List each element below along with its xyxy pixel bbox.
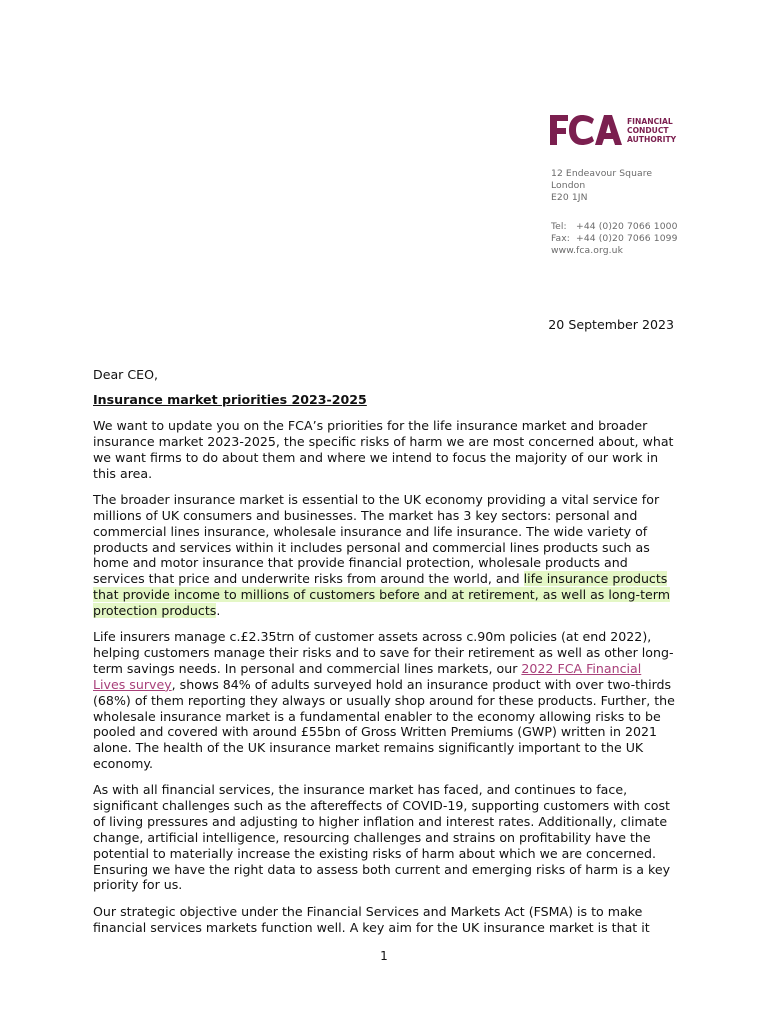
address-street: 12 Endeavour Square [551,168,653,179]
paragraph-4: As with all financial services, the insurance market has faced, and continues to face, significant challenges such as the aftereffects of COVID-19, supporting customers with cost of living pressures and adjusting to higher inflation and interest rates. Additionally, climate change, artificial intelligence, resourcing challenges and strains on profitability have the potential to materially increase the existing risks of harm about which we are concerned. Ensuring we have the right data to assess both current and emerging risks of harm is a key priority for us. [93,782,671,893]
tel-number: +44 (0)20 7066 1000 [576,220,678,232]
salutation: Dear CEO, [93,367,159,382]
address-postcode: E20 1JN [551,192,588,204]
paragraph-5: Our strategic objective under the Financial Services and Markets Act (FSMA) is to make financial services markets function well. A key aim for the UK insurance market is that it [93,903,650,935]
paragraph-3-text: Life insurers manage c.£2.35trn of customer assets across c.90m policies (at end 2022), helping customers manage their risks and to save for their retirement as well as other long-term savings needs. In personal and commercial lines markets, our [93,629,674,676]
letter-body [93,367,677,946]
page-number: 1 [380,949,388,963]
paragraph-1: We want to update you on the FCA’s priorities for the life insurance market and broader insurance market 2023-2025, the specific risks of harm we are most concerned about, what we want firms to do about them and where we intend to focus the majority of our work in this area. [93,418,674,481]
financial-lives-survey-link[interactable]: 2022 FCA Financial Lives survey [93,661,642,692]
logo-line-1: FINANCIAL [627,117,673,126]
fax-label: Fax: [551,232,571,244]
logo-line-3: AUTHORITY [627,135,677,144]
paragraph-2-text: The broader insurance market is essential to the UK economy providing a vital service for millions of UK consumers and businesses. The market has 3 key sectors: personal and commercial lines insurance, wholesale insurance and life insurance. The wide variety of products and services within it includes personal and commercial lines products such as home and motor insurance that provide financial protection, wholesale products and services that price and underwrite risks from around the world, and [93,492,660,587]
letter-date: 20 September 2023 [548,317,674,332]
address-block [551,168,678,257]
paragraph-3-rest: , shows 84% of adults surveyed hold an insurance product with over two-thirds (68%) of them reporting they always or usually shop around for these products. Further, the wholesale insurance market is a fundamental enabler to the economy allowing risks to be pooled and covered with around £55bn of Gross Written Premiums (GWP) written in 2021 alone. The health of the UK insurance market remains significantly important to the UK economy. [93,676,675,772]
website-link[interactable]: www.fca.org.uk [551,245,623,257]
address-fax-row [551,233,678,245]
highlighted-text: life insurance products that provide income to millions of customers before and at retirement, as well as long-term protection products [93,571,670,618]
address-tel-row [551,221,678,233]
address-city: London [551,180,586,192]
paragraph-3 [93,629,677,772]
logo-line-2: CONDUCT [627,126,669,135]
letter-heading: Insurance market priorities 2023-2025 [93,391,367,407]
paragraph-2-end: . [216,602,221,618]
fca-logo-graphic [548,112,678,152]
tel-label: Tel: [551,220,567,232]
paragraph-2 [93,492,677,619]
fax-number: +44 (0)20 7066 1099 [576,232,678,244]
fca-logo [548,112,678,152]
